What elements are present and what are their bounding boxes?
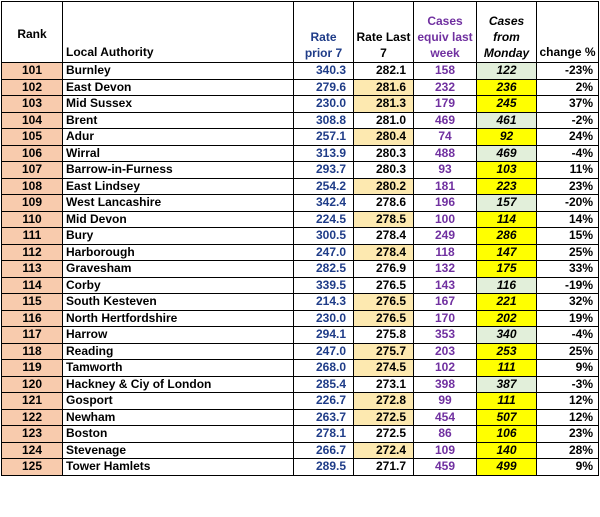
table-row bbox=[2, 63, 599, 80]
cases-monday-cell: 221 bbox=[477, 294, 537, 311]
change-cell: 2% bbox=[537, 79, 599, 96]
rate-prior-cell: 230.0 bbox=[294, 96, 354, 113]
change-cell: 28% bbox=[537, 442, 599, 459]
change-cell: 33% bbox=[537, 261, 599, 278]
change-cell: 9% bbox=[537, 360, 599, 377]
cases-equiv-cell: 232 bbox=[414, 79, 477, 96]
change-cell: -2% bbox=[537, 112, 599, 129]
rank-header: Rank bbox=[2, 2, 63, 63]
cases-equiv-cell: 179 bbox=[414, 96, 477, 113]
rate-last-cell: 280.3 bbox=[354, 145, 414, 162]
rate-prior-cell: 279.6 bbox=[294, 79, 354, 96]
rate-last-cell: 280.3 bbox=[354, 162, 414, 179]
table-row bbox=[2, 178, 599, 195]
rate-last-cell: 281.0 bbox=[354, 112, 414, 129]
rank-cell: 120 bbox=[2, 376, 63, 393]
rate-prior-cell: 230.0 bbox=[294, 310, 354, 327]
change-cell: -3% bbox=[537, 376, 599, 393]
rank-cell: 106 bbox=[2, 145, 63, 162]
rate-last-cell: 280.2 bbox=[354, 178, 414, 195]
change-header: change % bbox=[537, 2, 599, 63]
cases-equiv-header-line2: equiv last bbox=[417, 30, 473, 44]
rate-prior-cell: 339.5 bbox=[294, 277, 354, 294]
rate-last-cell: 272.8 bbox=[354, 393, 414, 410]
rate-prior-cell: 294.1 bbox=[294, 327, 354, 344]
rate-prior-cell: 308.8 bbox=[294, 112, 354, 129]
change-cell: 25% bbox=[537, 244, 599, 261]
table-row bbox=[2, 360, 599, 377]
local-authority-cell: Newham bbox=[63, 409, 294, 426]
rank-cell: 111 bbox=[2, 228, 63, 245]
rate-last-cell: 281.6 bbox=[354, 79, 414, 96]
rank-cell: 119 bbox=[2, 360, 63, 377]
table-row bbox=[2, 442, 599, 459]
rate-prior-cell: 293.7 bbox=[294, 162, 354, 179]
cases-equiv-cell: 100 bbox=[414, 211, 477, 228]
rate-last-cell: 272.4 bbox=[354, 442, 414, 459]
table-row bbox=[2, 129, 599, 146]
cases-monday-cell: 140 bbox=[477, 442, 537, 459]
cases-monday-cell: 103 bbox=[477, 162, 537, 179]
rate-last-cell: 273.1 bbox=[354, 376, 414, 393]
table-row bbox=[2, 96, 599, 113]
local-authority-cell: Mid Sussex bbox=[63, 96, 294, 113]
local-authority-cell: Mid Devon bbox=[63, 211, 294, 228]
cases-monday-cell: 147 bbox=[477, 244, 537, 261]
table-row bbox=[2, 79, 599, 96]
cases-monday-cell: 106 bbox=[477, 426, 537, 443]
table-row bbox=[2, 112, 599, 129]
rank-cell: 117 bbox=[2, 327, 63, 344]
local-authority-cell: Burnley bbox=[63, 63, 294, 80]
local-authority-cell: North Hertfordshire bbox=[63, 310, 294, 327]
rate-prior-cell: 263.7 bbox=[294, 409, 354, 426]
local-authority-cell: Reading bbox=[63, 343, 294, 360]
cases-equiv-cell: 99 bbox=[414, 393, 477, 410]
rate-last-cell: 278.5 bbox=[354, 211, 414, 228]
cases-equiv-cell: 109 bbox=[414, 442, 477, 459]
cases-equiv-cell: 454 bbox=[414, 409, 477, 426]
local-authority-cell: Gravesham bbox=[63, 261, 294, 278]
rank-cell: 121 bbox=[2, 393, 63, 410]
change-cell: -19% bbox=[537, 277, 599, 294]
rank-cell: 102 bbox=[2, 79, 63, 96]
rate-prior-cell: 254.2 bbox=[294, 178, 354, 195]
rank-cell: 116 bbox=[2, 310, 63, 327]
rate-last-cell: 274.5 bbox=[354, 360, 414, 377]
table-row bbox=[2, 145, 599, 162]
cases-equiv-cell: 167 bbox=[414, 294, 477, 311]
table-row bbox=[2, 393, 599, 410]
local-authority-cell: South Kesteven bbox=[63, 294, 294, 311]
cases-monday-cell: 157 bbox=[477, 195, 537, 212]
rate-prior-cell: 342.4 bbox=[294, 195, 354, 212]
rate-prior-header bbox=[294, 2, 354, 63]
rate-last-cell: 272.5 bbox=[354, 409, 414, 426]
rank-cell: 103 bbox=[2, 96, 63, 113]
rate-last-cell: 280.4 bbox=[354, 129, 414, 146]
local-authority-cell: Gosport bbox=[63, 393, 294, 410]
cases-equiv-cell: 118 bbox=[414, 244, 477, 261]
change-cell: 15% bbox=[537, 228, 599, 245]
header-row bbox=[2, 2, 599, 63]
rate-last-cell: 278.4 bbox=[354, 244, 414, 261]
local-authority-cell: Harborough bbox=[63, 244, 294, 261]
local-authority-cell: East Lindsey bbox=[63, 178, 294, 195]
change-cell: 12% bbox=[537, 409, 599, 426]
cases-equiv-cell: 181 bbox=[414, 178, 477, 195]
rate-last-header-line2: 7 bbox=[380, 46, 387, 60]
rate-last-header-line1: Rate Last bbox=[356, 30, 411, 44]
table-row bbox=[2, 162, 599, 179]
cases-equiv-header bbox=[414, 2, 477, 63]
cases-monday-cell: 461 bbox=[477, 112, 537, 129]
local-authority-header: Local Authority bbox=[63, 2, 294, 63]
table-row bbox=[2, 327, 599, 344]
rate-prior-header-line1: Rate bbox=[310, 30, 337, 44]
table-row bbox=[2, 228, 599, 245]
rank-cell: 115 bbox=[2, 294, 63, 311]
cases-monday-cell: 122 bbox=[477, 63, 537, 80]
rate-last-cell: 275.7 bbox=[354, 343, 414, 360]
rate-last-cell: 281.3 bbox=[354, 96, 414, 113]
change-cell: 24% bbox=[537, 129, 599, 146]
rank-cell: 125 bbox=[2, 459, 63, 476]
cases-equiv-cell: 488 bbox=[414, 145, 477, 162]
local-authority-cell: Brent bbox=[63, 112, 294, 129]
cases-monday-cell: 223 bbox=[477, 178, 537, 195]
change-cell: 23% bbox=[537, 426, 599, 443]
cases-equiv-cell: 459 bbox=[414, 459, 477, 476]
rate-last-cell: 276.5 bbox=[354, 277, 414, 294]
rate-last-cell: 276.9 bbox=[354, 261, 414, 278]
rank-cell: 113 bbox=[2, 261, 63, 278]
rate-prior-cell: 278.1 bbox=[294, 426, 354, 443]
cases-equiv-cell: 158 bbox=[414, 63, 477, 80]
local-authority-cell: Barrow-in-Furness bbox=[63, 162, 294, 179]
rank-cell: 108 bbox=[2, 178, 63, 195]
rate-prior-cell: 214.3 bbox=[294, 294, 354, 311]
rate-prior-cell: 247.0 bbox=[294, 244, 354, 261]
rate-prior-cell: 268.0 bbox=[294, 360, 354, 377]
table-row bbox=[2, 294, 599, 311]
rate-prior-cell: 266.7 bbox=[294, 442, 354, 459]
rank-cell: 101 bbox=[2, 63, 63, 80]
cases-monday-cell: 499 bbox=[477, 459, 537, 476]
cases-equiv-cell: 86 bbox=[414, 426, 477, 443]
cases-equiv-cell: 353 bbox=[414, 327, 477, 344]
cases-monday-cell: 387 bbox=[477, 376, 537, 393]
rate-prior-cell: 300.5 bbox=[294, 228, 354, 245]
rate-prior-cell: 257.1 bbox=[294, 129, 354, 146]
cases-monday-cell: 507 bbox=[477, 409, 537, 426]
cases-monday-cell: 111 bbox=[477, 393, 537, 410]
cases-monday-header-line2: from bbox=[493, 30, 520, 44]
table-row bbox=[2, 277, 599, 294]
rank-cell: 122 bbox=[2, 409, 63, 426]
local-authority-cell: Bury bbox=[63, 228, 294, 245]
cases-monday-cell: 111 bbox=[477, 360, 537, 377]
cases-monday-cell: 175 bbox=[477, 261, 537, 278]
change-cell: 19% bbox=[537, 310, 599, 327]
cases-monday-cell: 236 bbox=[477, 79, 537, 96]
change-cell: -4% bbox=[537, 145, 599, 162]
rate-last-cell: 282.1 bbox=[354, 63, 414, 80]
change-cell: 25% bbox=[537, 343, 599, 360]
rank-cell: 105 bbox=[2, 129, 63, 146]
cases-equiv-cell: 203 bbox=[414, 343, 477, 360]
cases-monday-header-line1: Cases bbox=[488, 14, 525, 28]
cases-equiv-cell: 469 bbox=[414, 112, 477, 129]
local-authority-cell: Wirral bbox=[63, 145, 294, 162]
cases-equiv-cell: 143 bbox=[414, 277, 477, 294]
change-cell: 12% bbox=[537, 393, 599, 410]
table-row bbox=[2, 409, 599, 426]
local-authority-cell: Harrow bbox=[63, 327, 294, 344]
change-cell: 11% bbox=[537, 162, 599, 179]
rate-prior-cell: 226.7 bbox=[294, 393, 354, 410]
cases-equiv-cell: 132 bbox=[414, 261, 477, 278]
rank-cell: 107 bbox=[2, 162, 63, 179]
rank-cell: 112 bbox=[2, 244, 63, 261]
cases-monday-cell: 340 bbox=[477, 327, 537, 344]
cases-monday-cell: 253 bbox=[477, 343, 537, 360]
table-body bbox=[2, 63, 599, 476]
rate-prior-cell: 340.3 bbox=[294, 63, 354, 80]
change-cell: 9% bbox=[537, 459, 599, 476]
cases-monday-header bbox=[477, 2, 537, 63]
rate-last-header bbox=[354, 2, 414, 63]
rate-last-cell: 278.4 bbox=[354, 228, 414, 245]
rate-prior-cell: 282.5 bbox=[294, 261, 354, 278]
local-authority-cell: East Devon bbox=[63, 79, 294, 96]
rate-last-cell: 276.5 bbox=[354, 294, 414, 311]
table-row bbox=[2, 195, 599, 212]
rank-cell: 109 bbox=[2, 195, 63, 212]
local-authority-cell: Corby bbox=[63, 277, 294, 294]
rank-cell: 104 bbox=[2, 112, 63, 129]
local-authority-cell: Tower Hamlets bbox=[63, 459, 294, 476]
cases-monday-cell: 245 bbox=[477, 96, 537, 113]
local-authority-cell: Adur bbox=[63, 129, 294, 146]
table-row bbox=[2, 343, 599, 360]
rate-last-cell: 276.5 bbox=[354, 310, 414, 327]
table-row bbox=[2, 310, 599, 327]
cases-equiv-header-line3: week bbox=[430, 46, 460, 60]
cases-equiv-cell: 398 bbox=[414, 376, 477, 393]
cases-monday-cell: 92 bbox=[477, 129, 537, 146]
table-row bbox=[2, 426, 599, 443]
local-authority-cell: Stevenage bbox=[63, 442, 294, 459]
change-cell: -20% bbox=[537, 195, 599, 212]
table-row bbox=[2, 211, 599, 228]
change-cell: 23% bbox=[537, 178, 599, 195]
cases-equiv-header-line1: Cases bbox=[427, 14, 463, 28]
table-row bbox=[2, 261, 599, 278]
rank-cell: 118 bbox=[2, 343, 63, 360]
rate-prior-cell: 224.5 bbox=[294, 211, 354, 228]
change-cell: 32% bbox=[537, 294, 599, 311]
cases-monday-cell: 286 bbox=[477, 228, 537, 245]
cases-equiv-cell: 170 bbox=[414, 310, 477, 327]
rate-last-cell: 271.7 bbox=[354, 459, 414, 476]
rank-cell: 110 bbox=[2, 211, 63, 228]
rate-prior-cell: 313.9 bbox=[294, 145, 354, 162]
cases-equiv-cell: 196 bbox=[414, 195, 477, 212]
rate-prior-cell: 289.5 bbox=[294, 459, 354, 476]
local-authority-cell: Tamworth bbox=[63, 360, 294, 377]
rank-cell: 114 bbox=[2, 277, 63, 294]
cases-monday-cell: 116 bbox=[477, 277, 537, 294]
rate-last-cell: 278.6 bbox=[354, 195, 414, 212]
rate-prior-cell: 285.4 bbox=[294, 376, 354, 393]
cases-monday-cell: 469 bbox=[477, 145, 537, 162]
table-row bbox=[2, 244, 599, 261]
change-cell: 14% bbox=[537, 211, 599, 228]
rate-last-cell: 272.5 bbox=[354, 426, 414, 443]
rate-prior-cell: 247.0 bbox=[294, 343, 354, 360]
change-cell: -4% bbox=[537, 327, 599, 344]
cases-equiv-cell: 74 bbox=[414, 129, 477, 146]
table-row bbox=[2, 376, 599, 393]
change-cell: -23% bbox=[537, 63, 599, 80]
cases-equiv-cell: 102 bbox=[414, 360, 477, 377]
rates-table bbox=[1, 1, 599, 476]
local-authority-cell: Boston bbox=[63, 426, 294, 443]
table-row bbox=[2, 459, 599, 476]
local-authority-cell: West Lancashire bbox=[63, 195, 294, 212]
cases-monday-cell: 114 bbox=[477, 211, 537, 228]
cases-monday-header-line3: Monday bbox=[483, 46, 530, 60]
local-authority-cell: Hackney & Ciy of London bbox=[63, 376, 294, 393]
rank-cell: 124 bbox=[2, 442, 63, 459]
rate-last-cell: 275.8 bbox=[354, 327, 414, 344]
change-cell: 37% bbox=[537, 96, 599, 113]
cases-equiv-cell: 93 bbox=[414, 162, 477, 179]
cases-monday-cell: 202 bbox=[477, 310, 537, 327]
rank-cell: 123 bbox=[2, 426, 63, 443]
rate-prior-header-line2: prior 7 bbox=[304, 46, 343, 60]
cases-equiv-cell: 249 bbox=[414, 228, 477, 245]
